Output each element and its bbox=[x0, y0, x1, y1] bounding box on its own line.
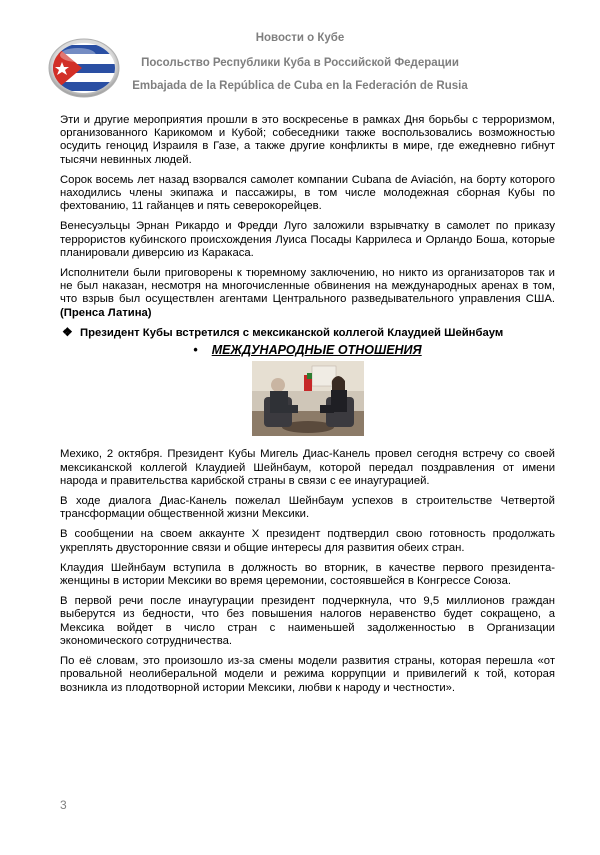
page-number: 3 bbox=[60, 798, 67, 812]
paragraph bbox=[60, 267, 555, 320]
bullet-icon: • bbox=[193, 343, 198, 358]
paragraph: По её словам, это произошло из-за смены модели развития страны, которая перешла «от провальной неолиберальной модели и режима коррупции и привилегий к той, которая возникла из плодотворной истории Мексики, любви к народу и честности». bbox=[60, 655, 555, 694]
header-title: Новости о Кубе bbox=[255, 32, 345, 44]
paragraph: Клаудия Шейнбаум вступила в должность во вторник, в качестве первого президента-женщины в истории Мексики во время церемонии, состоявшейся в Конгрессе Союза. bbox=[60, 561, 555, 588]
paragraph: В ходе диалога Диас-Канель пожелал Шейнбаум успехов в строительстве Четвертой трансформации общественной жизни Мексики. bbox=[60, 495, 555, 521]
paragraph: Мехико, 2 октября. Президент Кубы Мигель Диас-Канель провел сегодня встречу со своей мексиканской коллегой Клаудией Шейнбаум, которой передал поздравления от имени народа и правительства карибской страны в связи с ее инаугурацией. bbox=[60, 448, 555, 487]
section-title-text: МЕЖДУНАРОДНЫЕ ОТНОШЕНИЯ bbox=[211, 343, 422, 358]
source-credit: (Пренса Латина) bbox=[60, 306, 152, 319]
paragraph: Эти и другие мероприятия прошли в это воскресенье в рамках Дня борьбы с терроризмом, организованного Карикомом и Кубой; собеседники также воспользовались возможностью осудить геноцид Израиля в Газе, а также другие конфликты в мире, где ежедневно гибнут тысячи невинных людей. bbox=[60, 114, 555, 166]
paragraph: В первой речи после инаугурации президент подчеркнула, что 9,5 миллионов граждан выберутся из бедности, что без повышения налогов неравенство будет сокращено, а Мексика войдет в число стран с наименьшей задолженностью в Организации экономического сотрудничества. bbox=[60, 595, 555, 647]
page-content bbox=[60, 114, 555, 702]
paragraph: Венесуэльцы Эрнан Рикардо и Фредди Луго заложили взрывчатку в самолет по приказу террористов кубинского происхождения Луиса Посады Каррилеса и Орландо Боша, которые планировали диверсию из Каракаса. bbox=[60, 220, 555, 259]
header-embassy-ru: Посольство Республики Куба в Российской Федерации bbox=[141, 57, 459, 69]
page-header bbox=[0, 0, 600, 105]
photo-container bbox=[60, 361, 555, 440]
diamond-bullet-icon: ❖ bbox=[62, 324, 73, 339]
header-embassy-es: Embajada de la República de Cuba en la Federación de Rusia bbox=[132, 80, 468, 92]
headline-text: Президент Кубы встретился с мексиканской коллегой Клаудией Шейнбаум bbox=[80, 326, 504, 339]
paragraph-text: Исполнители были приговорены к тюремному заключению, но никто из организаторов так и не был наказан, несмотря на многочисленные обвинения на международных аренах в том, что взрыв был осуществлен агентами Центрального разведывательного управления США. bbox=[60, 267, 555, 306]
article-headline bbox=[60, 324, 555, 340]
meeting-photo bbox=[252, 361, 364, 436]
paragraph: Сорок восемь лет назад взорвался самолет компании Cubana de Aviación, на борту которого находились члены экипажа и пассажиры, в том числе молодежная сборная Кубы по фехтованию, 11 гайанцев и пять северокорейцев. bbox=[60, 173, 555, 213]
paragraph: В сообщении на своем аккаунте Х президент подтвердил свою готовность продолжать укреплять двусторонние связи и общие интересы для развития обеих стран. bbox=[60, 528, 555, 554]
section-title bbox=[60, 344, 555, 357]
